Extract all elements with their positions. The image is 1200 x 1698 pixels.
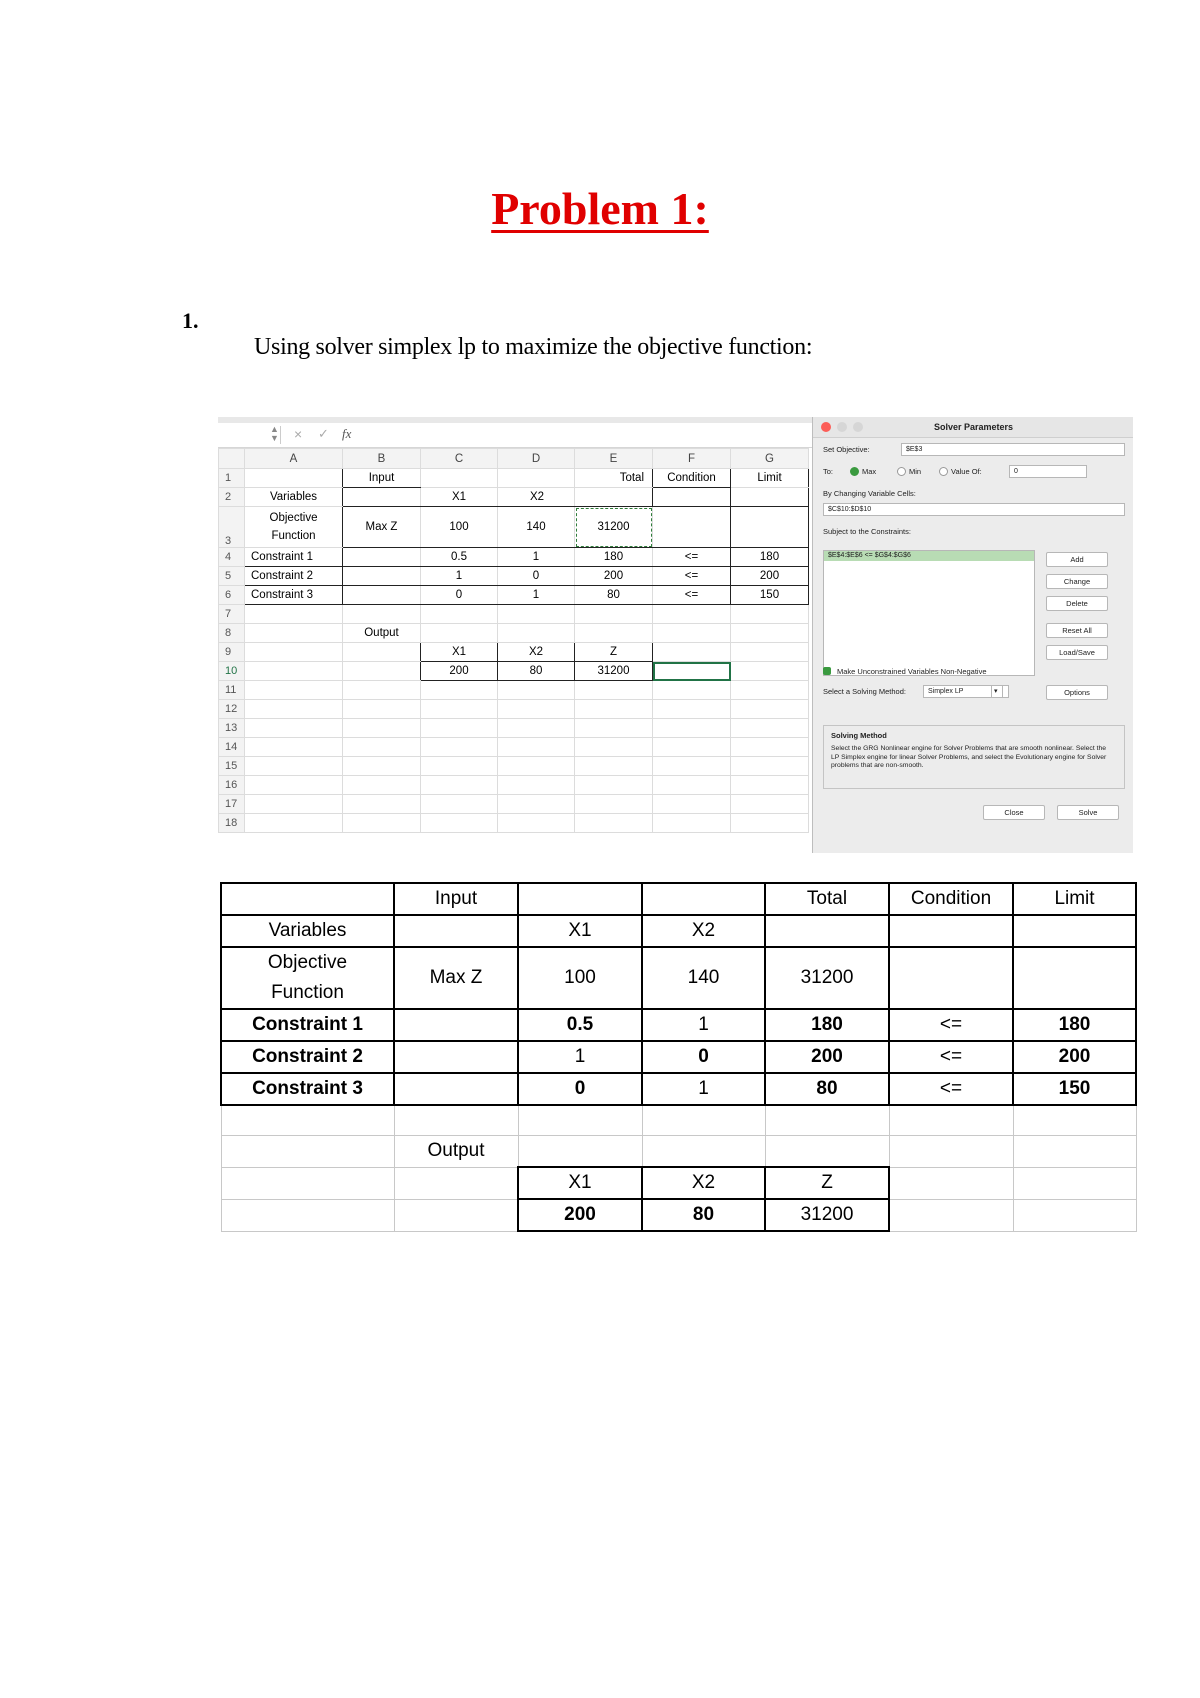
chevron-down-icon[interactable]: ▾: [991, 685, 1003, 698]
row-number[interactable]: 6: [219, 586, 245, 605]
table-cell: 200: [518, 1199, 642, 1231]
non-negative-label: Make Unconstrained Variables Non-Negative: [837, 667, 987, 676]
cell[interactable]: [731, 795, 809, 814]
value-of-field[interactable]: 0: [1009, 465, 1087, 478]
cell[interactable]: [245, 662, 343, 681]
table-cell: [394, 1041, 518, 1073]
cell[interactable]: 80: [498, 662, 575, 681]
cell[interactable]: [653, 700, 731, 719]
cell[interactable]: [653, 795, 731, 814]
enter-icon[interactable]: ✓: [318, 426, 329, 441]
changing-cells-label: By Changing Variable Cells:: [823, 489, 916, 498]
cell[interactable]: Variables: [245, 488, 343, 507]
table-cell: [889, 1199, 1013, 1231]
table-cell: [1013, 1199, 1136, 1231]
table-cell: [221, 947, 394, 1009]
cell[interactable]: 200: [575, 567, 653, 586]
table-cell: X1: [518, 915, 642, 947]
cell[interactable]: [575, 719, 653, 738]
row-number[interactable]: 3: [219, 507, 245, 548]
cell[interactable]: X2: [498, 643, 575, 662]
cell[interactable]: [498, 469, 575, 488]
cell[interactable]: [575, 681, 653, 700]
cell[interactable]: [731, 738, 809, 757]
cell[interactable]: [421, 776, 498, 795]
cell[interactable]: 180: [731, 548, 809, 567]
name-box-stepper-icon[interactable]: ▲ ▼: [270, 424, 279, 443]
cell[interactable]: 100: [421, 507, 498, 548]
constraints-list[interactable]: [823, 550, 1035, 676]
cell[interactable]: [245, 814, 343, 833]
table-cell: Input: [394, 883, 518, 915]
cell[interactable]: [653, 719, 731, 738]
table-cell: Constraint 1: [221, 1009, 394, 1041]
cell-line: Function: [271, 530, 316, 542]
table-cell: [889, 1167, 1013, 1199]
row-number[interactable]: 14: [219, 738, 245, 757]
cell[interactable]: [653, 488, 731, 507]
cell[interactable]: [421, 700, 498, 719]
function-icon[interactable]: fx: [342, 426, 352, 441]
table-cell: [889, 915, 1013, 947]
column-header[interactable]: D: [498, 449, 575, 469]
cell[interactable]: 200: [421, 662, 498, 681]
cell[interactable]: [343, 605, 421, 624]
row-number[interactable]: 1: [219, 469, 245, 488]
cell[interactable]: [421, 605, 498, 624]
dialog-titlebar: [813, 417, 1133, 438]
table-cell: 80: [642, 1199, 765, 1231]
cell[interactable]: [575, 700, 653, 719]
cell[interactable]: Input: [343, 469, 421, 488]
table-cell: 31200: [765, 1199, 889, 1231]
cell[interactable]: X2: [498, 488, 575, 507]
table-cell: 0: [642, 1041, 765, 1073]
cell[interactable]: [731, 605, 809, 624]
table-cell: [889, 947, 1013, 1009]
cell[interactable]: [498, 719, 575, 738]
cell[interactable]: [575, 605, 653, 624]
solving-method-label: Select a Solving Method:: [823, 687, 906, 696]
cell[interactable]: [498, 776, 575, 795]
cell[interactable]: X1: [421, 643, 498, 662]
table-cell: [889, 1135, 1013, 1167]
cell[interactable]: 31200: [575, 507, 653, 548]
value-of-label: Value Of:: [951, 467, 982, 476]
min-label: Min: [909, 467, 922, 476]
cell[interactable]: [245, 700, 343, 719]
cell[interactable]: [245, 605, 343, 624]
solving-method-box-title: Solving Method: [831, 731, 887, 740]
cell[interactable]: 0: [498, 567, 575, 586]
load-save-button[interactable]: Load/Save: [1046, 645, 1108, 660]
cell[interactable]: [245, 624, 343, 643]
table-cell: X2: [642, 915, 765, 947]
table-cell: Total: [765, 883, 889, 915]
cell[interactable]: [343, 643, 421, 662]
cell[interactable]: [421, 469, 498, 488]
table-cell: [765, 1135, 889, 1167]
cell[interactable]: [575, 776, 653, 795]
active-cell[interactable]: [653, 662, 731, 681]
table-cell: [889, 1105, 1013, 1135]
table-cell: Output: [394, 1135, 518, 1167]
cell[interactable]: Max Z: [343, 507, 421, 548]
cell[interactable]: Output: [343, 624, 421, 643]
table-cell: Z: [765, 1167, 889, 1199]
table-cell: Max Z: [394, 947, 518, 1009]
cell[interactable]: 80: [575, 586, 653, 605]
table-cell: <=: [889, 1009, 1013, 1041]
cell[interactable]: Condition: [653, 469, 731, 488]
cell[interactable]: [343, 700, 421, 719]
row-number[interactable]: 4: [219, 548, 245, 567]
cell[interactable]: [343, 662, 421, 681]
table-cell: <=: [889, 1073, 1013, 1105]
row-number[interactable]: 15: [219, 757, 245, 776]
table-cell: Constraint 2: [221, 1041, 394, 1073]
row-number[interactable]: 5: [219, 567, 245, 586]
table-cell: [642, 1135, 765, 1167]
cell[interactable]: [421, 681, 498, 700]
cell[interactable]: [498, 738, 575, 757]
table-cell: [518, 1135, 642, 1167]
non-negative-checkbox[interactable]: [823, 667, 831, 675]
cell[interactable]: [498, 795, 575, 814]
table-cell: [221, 1105, 394, 1135]
excel-screenshot: [218, 417, 1133, 853]
cell[interactable]: [575, 795, 653, 814]
cell[interactable]: Z: [575, 643, 653, 662]
table-cell: [221, 1199, 394, 1231]
cell[interactable]: [731, 643, 809, 662]
cell[interactable]: [653, 605, 731, 624]
row-number[interactable]: 2: [219, 488, 245, 507]
table-cell: 180: [765, 1009, 889, 1041]
cell[interactable]: [421, 738, 498, 757]
corner-cell[interactable]: [219, 449, 245, 469]
table-cell: Limit: [1013, 883, 1136, 915]
row-number[interactable]: 11: [219, 681, 245, 700]
cell[interactable]: [575, 738, 653, 757]
spreadsheet-grid: [218, 448, 809, 833]
table-cell: [518, 1105, 642, 1135]
reset-all-button[interactable]: Reset All: [1046, 623, 1108, 638]
cell[interactable]: [245, 681, 343, 700]
table-cell: Variables: [221, 915, 394, 947]
cell[interactable]: [245, 469, 343, 488]
cell[interactable]: [343, 548, 421, 567]
cell[interactable]: 1: [498, 586, 575, 605]
column-header[interactable]: G: [731, 449, 809, 469]
cell[interactable]: [653, 776, 731, 795]
table-cell: 1: [518, 1041, 642, 1073]
dialog-title: Solver Parameters: [933, 422, 1014, 432]
table-cell: [642, 883, 765, 915]
to-label: To:: [823, 467, 834, 476]
table-cell: 180: [1013, 1009, 1136, 1041]
cell[interactable]: [575, 488, 653, 507]
cell[interactable]: 200: [731, 567, 809, 586]
min-radio[interactable]: [897, 467, 906, 476]
table-cell: [1013, 915, 1136, 947]
cell[interactable]: [245, 643, 343, 662]
cell[interactable]: [498, 814, 575, 833]
cell[interactable]: [421, 814, 498, 833]
cell[interactable]: [343, 488, 421, 507]
table-cell: X2: [642, 1167, 765, 1199]
table-cell: [394, 1073, 518, 1105]
table-cell: [394, 1199, 518, 1231]
changing-cells-field[interactable]: $C$10:$D$10: [823, 503, 1125, 516]
column-header[interactable]: F: [653, 449, 731, 469]
cell[interactable]: [575, 814, 653, 833]
cell[interactable]: Constraint 2: [245, 567, 343, 586]
cell[interactable]: [498, 757, 575, 776]
table-cell: <=: [889, 1041, 1013, 1073]
column-header[interactable]: B: [343, 449, 421, 469]
cell-line: Objective: [269, 512, 318, 524]
intro-text: Using solver simplex lp to maximize the objective function:: [254, 334, 813, 360]
column-header[interactable]: C: [421, 449, 498, 469]
table-cell: [394, 1105, 518, 1135]
table-cell: [642, 1105, 765, 1135]
add-button[interactable]: Add: [1046, 552, 1108, 567]
table-cell: 0: [518, 1073, 642, 1105]
column-header[interactable]: E: [575, 449, 653, 469]
row-number[interactable]: 18: [219, 814, 245, 833]
table-cell: [221, 1167, 394, 1199]
solving-method-select[interactable]: Simplex LP: [923, 685, 1009, 698]
table-cell: 200: [765, 1041, 889, 1073]
cell[interactable]: [731, 776, 809, 795]
constraint-item[interactable]: $E$4:$E$6 <= $G$4:$G$6: [824, 551, 1034, 561]
table-cell: [765, 915, 889, 947]
table-cell: 1: [642, 1073, 765, 1105]
cell[interactable]: [498, 624, 575, 643]
row-number[interactable]: 10: [219, 662, 245, 681]
solve-button[interactable]: Solve: [1057, 805, 1119, 820]
cell[interactable]: [498, 700, 575, 719]
options-button[interactable]: Options: [1046, 685, 1108, 700]
cell[interactable]: [731, 488, 809, 507]
cell[interactable]: [343, 757, 421, 776]
cell[interactable]: [498, 681, 575, 700]
cell[interactable]: [245, 719, 343, 738]
cell[interactable]: <=: [653, 567, 731, 586]
table-cell: 80: [765, 1073, 889, 1105]
cell[interactable]: 0.5: [421, 548, 498, 567]
cell[interactable]: [245, 795, 343, 814]
cell[interactable]: [731, 757, 809, 776]
row-number[interactable]: 16: [219, 776, 245, 795]
close-button[interactable]: Close: [983, 805, 1045, 820]
table-cell: 140: [642, 947, 765, 1009]
cell[interactable]: [343, 719, 421, 738]
cell[interactable]: Constraint 1: [245, 548, 343, 567]
table-cell: [518, 883, 642, 915]
table-cell-line: Function: [271, 982, 344, 1003]
table-cell: [1013, 1105, 1136, 1135]
cell[interactable]: [245, 507, 343, 548]
delete-button[interactable]: Delete: [1046, 596, 1108, 611]
table-cell: Constraint 3: [221, 1073, 394, 1105]
cell[interactable]: 1: [498, 548, 575, 567]
table-cell: [1013, 1167, 1136, 1199]
table-cell: 100: [518, 947, 642, 1009]
value-of-radio[interactable]: [939, 467, 948, 476]
cell[interactable]: [421, 757, 498, 776]
table-cell: 150: [1013, 1073, 1136, 1105]
table-cell: 200: [1013, 1041, 1136, 1073]
column-header[interactable]: A: [245, 449, 343, 469]
cell[interactable]: 140: [498, 507, 575, 548]
cell[interactable]: [343, 814, 421, 833]
table-cell: [394, 915, 518, 947]
cell[interactable]: [245, 738, 343, 757]
row-number[interactable]: 17: [219, 795, 245, 814]
cell[interactable]: [731, 814, 809, 833]
table-cell-line: Objective: [267, 952, 348, 973]
cell[interactable]: [343, 681, 421, 700]
constraints-label: Subject to the Constraints:: [823, 527, 911, 536]
solver-parameters-dialog: [812, 417, 1133, 853]
cell[interactable]: <=: [653, 548, 731, 567]
cell[interactable]: [731, 662, 809, 681]
cell[interactable]: [343, 738, 421, 757]
cell[interactable]: [731, 681, 809, 700]
row-number[interactable]: 12: [219, 700, 245, 719]
table-cell: 0.5: [518, 1009, 642, 1041]
cell[interactable]: [575, 624, 653, 643]
page-title: Problem 1:: [491, 183, 709, 234]
table-cell: X1: [518, 1167, 642, 1199]
cell[interactable]: [653, 757, 731, 776]
cell[interactable]: 180: [575, 548, 653, 567]
set-objective-field[interactable]: $E$3: [901, 443, 1125, 456]
table-cell: Condition: [889, 883, 1013, 915]
cell[interactable]: 0: [421, 586, 498, 605]
results-table: [220, 882, 1137, 1232]
table-cell: [1013, 947, 1136, 1009]
cell[interactable]: [731, 624, 809, 643]
cell[interactable]: Total: [575, 469, 653, 488]
cell[interactable]: X1: [421, 488, 498, 507]
cancel-icon[interactable]: ×: [294, 426, 303, 442]
cell[interactable]: 1: [421, 567, 498, 586]
row-number[interactable]: 9: [219, 643, 245, 662]
cell[interactable]: [731, 700, 809, 719]
cell[interactable]: [343, 776, 421, 795]
cell[interactable]: [245, 776, 343, 795]
table-cell: [221, 1135, 394, 1167]
cell[interactable]: 31200: [575, 662, 653, 681]
cell[interactable]: [421, 795, 498, 814]
row-number[interactable]: 7: [219, 605, 245, 624]
cell[interactable]: [653, 681, 731, 700]
max-label: Max: [862, 467, 877, 476]
table-cell: [1013, 1135, 1136, 1167]
cell[interactable]: Limit: [731, 469, 809, 488]
table-cell: [765, 1105, 889, 1135]
cell[interactable]: [343, 567, 421, 586]
cell[interactable]: [575, 757, 653, 776]
item-number: 1.: [182, 308, 199, 333]
row-number[interactable]: 13: [219, 719, 245, 738]
table-cell: 31200: [765, 947, 889, 1009]
cell[interactable]: [421, 719, 498, 738]
cell[interactable]: [653, 507, 731, 548]
cell[interactable]: 150: [731, 586, 809, 605]
cell[interactable]: Constraint 3: [245, 586, 343, 605]
cell[interactable]: [653, 624, 731, 643]
row-number[interactable]: 8: [219, 624, 245, 643]
table-cell: [394, 1167, 518, 1199]
cell[interactable]: [653, 738, 731, 757]
cell[interactable]: [245, 757, 343, 776]
table-cell: [221, 883, 394, 915]
change-button[interactable]: Change: [1046, 574, 1108, 589]
cell[interactable]: [498, 605, 575, 624]
cell[interactable]: [421, 624, 498, 643]
cell[interactable]: [343, 586, 421, 605]
cell[interactable]: [653, 643, 731, 662]
cell[interactable]: [731, 507, 809, 548]
cell[interactable]: <=: [653, 586, 731, 605]
table-cell: [394, 1009, 518, 1041]
set-objective-label: Set Objective:: [823, 445, 870, 454]
cell[interactable]: [343, 795, 421, 814]
max-radio[interactable]: [850, 467, 859, 476]
cell[interactable]: [653, 814, 731, 833]
cell[interactable]: [731, 719, 809, 738]
table-cell: 1: [642, 1009, 765, 1041]
solving-method-description: Select the GRG Nonlinear engine for Solver Problems that are smooth nonlinear. Select the LP Simplex engine for linear Solver Problems, and select the Evolutionary engine for Solver problems that are non-smooth.: [831, 745, 1107, 770]
